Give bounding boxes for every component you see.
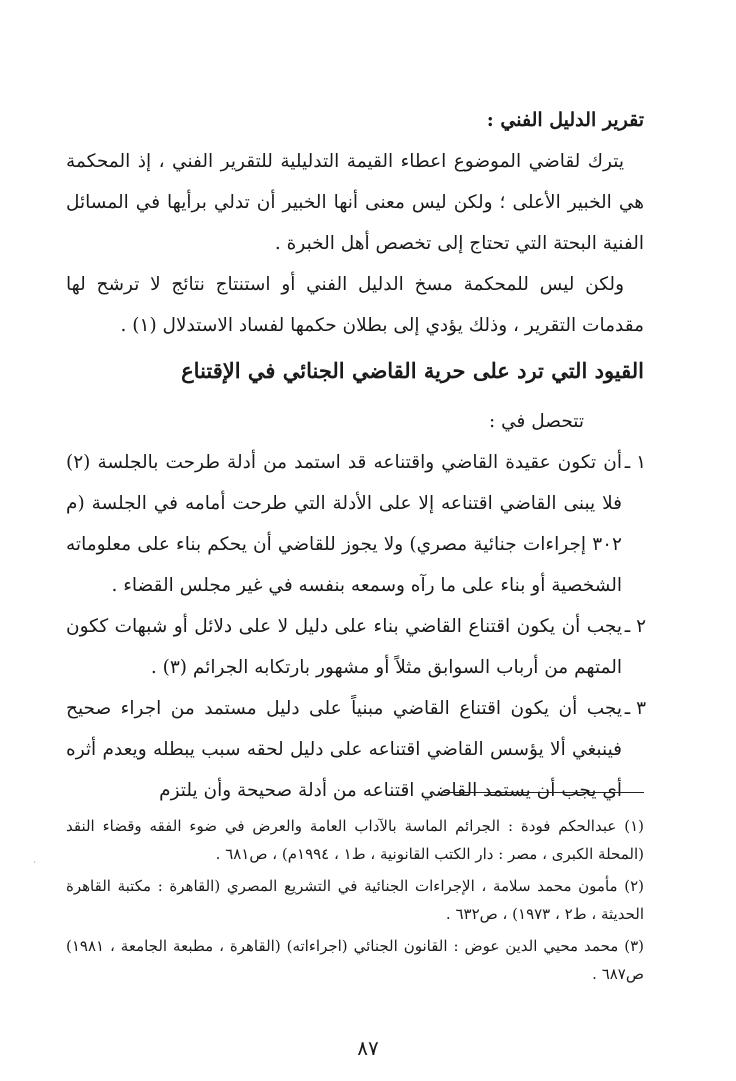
- scan-speck: ·: [33, 858, 36, 868]
- footnote: (٢) مأمون محمد سلامة ، الإجراءات الجنائية في التشريع المصري (القاهرة : مكتبة القاهرة الحديثة ، ط٢ ، ١٩٧٣) ، ص٦٣٢ .: [66, 877, 644, 923]
- list-item: [66, 606, 644, 688]
- footnote: (٣) محمد محيي الدين عوض : القانون الجنائي (اجراءاته) (القاهرة ، مطبعة الجامعة ، ١٩٨١) ص٦٨٧ .: [66, 937, 644, 983]
- footnotes: [66, 812, 644, 992]
- sub-heading: تقرير الدليل الفني :: [486, 109, 644, 131]
- footnote: (١) عبدالحكم فودة : الجرائم الماسة بالآداب العامة والعرض في ضوء الفقه وقضاء النقد (المحلة الكبرى ، مصر : دار الكتب القانونية ، ط١ ، ١٩٩٤م) ، ص٦٨١ .: [66, 817, 644, 863]
- main-text: [66, 100, 644, 811]
- intro-line: تتحصل في :: [489, 411, 584, 432]
- page-number: ٨٧: [357, 1036, 379, 1060]
- paragraph: ولكن ليس للمحكمة مسخ الدليل الفني أو استنتاج نتائج لا ترشح لها مقدمات التقرير ، وذلك يؤدي إلى بطلان حكمها لفساد الاستدلال (١) .: [66, 274, 644, 336]
- list-item-number: ١ ـ: [624, 452, 646, 473]
- list-item-text: أن تكون عقيدة القاضي واقتناعه قد استمد من أدلة طرحت بالجلسة (٢) فلا يبنى القاضي اقتناعه إلا على الأدلة التي طرحت أمامه في الجلسة (م ٣٠٢ إجراءات جنائية مصري) ولا يجوز للقاضي أن يحكم بناء على معلوماته الشخصية أو بناء على ما رآه وسمعه بنفسه في غير مجلس القضاء .: [66, 452, 622, 596]
- list-item-number: ٣ ـ: [624, 698, 646, 719]
- paragraph: يترك لقاضي الموضوع اعطاء القيمة التدليلية للتقرير الفني ، إذ المحكمة هي الخبير الأعلى ؛ ولكن ليس معنى أنها الخبير أن تدلي برأيها في المسائل الفنية البحتة التي تحتاج إلى تخصص أهل الخبرة .: [66, 151, 644, 254]
- footnote-divider: [444, 792, 644, 793]
- list-item-text: يجب أن يكون اقتناع القاضي مبنياً على دليل مستمد من اجراء صحيح فينبغي ألا يؤسس القاضي اقتناعه على دليل لحقه سبب يبطله ويعدم أثره أي يجب أن يستمد القاضي اقتناعه من أدلة صحيحة وأن يلتزم: [66, 698, 622, 801]
- list-item-number: ٢ ـ: [624, 616, 646, 637]
- list-item: [66, 442, 644, 606]
- list-item-text: يجب أن يكون اقتناع القاضي بناء على دليل لا على دلائل أو شبهات ككون المتهم من أرباب السوابق مثلاً أو مشهور بارتكابه الجرائم (٣) .: [66, 616, 622, 678]
- section-heading: القيود التي ترد على حرية القاضي الجنائي في الإقتناع: [181, 358, 644, 383]
